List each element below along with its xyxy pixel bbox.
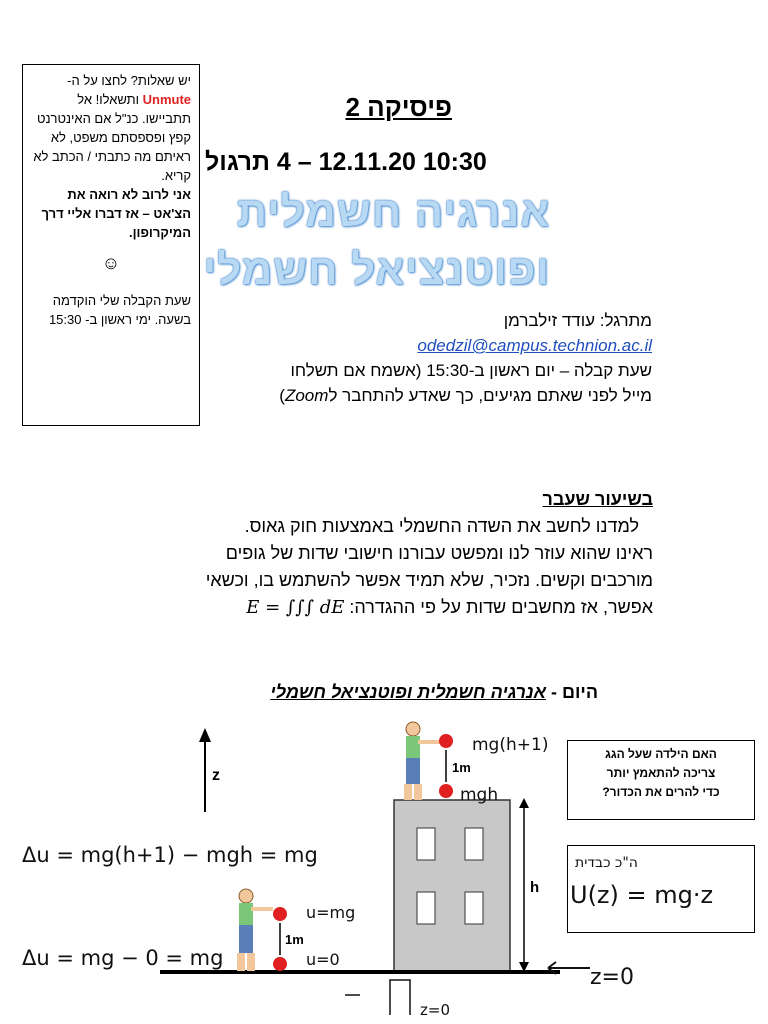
previous-line3: מורכבים וקשים. נזכיר, שלא תמיד אפשר להשתמש בו, וכשאי xyxy=(205,570,653,590)
previous-line2: ראינו שהוא עוזר לנו ומפשט עבורנו חישובי שדות של גופים xyxy=(225,543,653,563)
question-line1: האם הילדה שעל הגג xyxy=(605,747,717,761)
ta-name: מתרגל: עודד זילברמן xyxy=(503,311,652,330)
girl-on-ground xyxy=(237,889,273,971)
notice-bold: אני לרוב לא רואה את הצ'אט – אז דברו אליי דרך המיקרופון. xyxy=(41,187,191,240)
height-arrow-top xyxy=(519,798,529,808)
one-m-bottom-label: 1m xyxy=(285,932,304,947)
physics-diagram xyxy=(0,720,768,1024)
building-window xyxy=(417,892,435,924)
today-prefix: היום - xyxy=(551,682,598,702)
ball-ground-raised xyxy=(273,907,287,921)
question-line2: צריכה להתאמץ יותר xyxy=(606,766,716,780)
today-topic: אנרגיה חשמלית ופוטנציאל חשמלי xyxy=(270,682,546,702)
z-arrowhead xyxy=(199,728,211,742)
ball-top-raised xyxy=(439,734,453,748)
z-zero-label: z=0 xyxy=(590,965,634,990)
u-zero-label: u=0 xyxy=(306,950,340,969)
delta-u-roof: Δu = mg(h+1) − mgh = mg xyxy=(22,843,318,867)
hero-title-line1: אנרגיה חשמלית xyxy=(236,188,550,235)
course-info xyxy=(192,308,652,408)
notice-line2: ותשאלו! אל תתביישו. כנ"ל אם האינטרנט קפץ ופספסתם משפט, לא ראיתם מה כתבתי / הכתב לא קריא. xyxy=(33,92,191,183)
office-hours-line2: מייל לפני שאתם מגיעים, כך שאדע להתחבר לZoom) xyxy=(279,386,652,405)
mg-h1-label: mg(h+1) xyxy=(472,735,549,755)
zoom-label: Zoom xyxy=(284,386,329,405)
question-line3: כדי להרים את הכדור? xyxy=(602,785,720,799)
subtitle-text: 10:30 12.11.20 – 4 תרגול xyxy=(205,148,487,176)
page-title: פיסיקה 2 xyxy=(345,92,452,122)
page-subtitle xyxy=(205,148,487,177)
building-window xyxy=(465,892,483,924)
formula: E = ∫∫∫ dE xyxy=(246,597,345,618)
ball-ground xyxy=(273,957,287,971)
z-axis-label: z xyxy=(212,767,220,784)
h-label: h xyxy=(530,879,540,896)
building-window xyxy=(417,828,435,860)
office-hours-line1: שעת קבלה – יום ראשון ב-15:30 (אשמח אם תשלחו xyxy=(290,361,652,380)
previous-line4: אפשר, אז מחשבים שדות על פי ההגדרה: E = ∫∫∫ dE xyxy=(246,597,653,618)
uz-formula: U(z) = mg·z xyxy=(570,881,714,909)
unmute-label: Unmute xyxy=(142,92,191,107)
u-mg-label: u=mg xyxy=(306,903,356,922)
office-hours-note: שעת הקבלה שלי הוקדמה בשעה. ימי ראשון ב- 15:30 xyxy=(48,293,191,327)
previous-line1: למדנו לחשב את השדה החשמלי באמצעות חוק גאוס. xyxy=(244,516,639,536)
previous-lesson xyxy=(93,486,653,621)
smiley-icon: ☺ xyxy=(101,253,121,273)
ta-email-link[interactable]: odedzil@campus.technion.ac.il xyxy=(417,336,652,355)
building xyxy=(394,800,510,972)
building-window xyxy=(465,828,483,860)
notice-line1: יש שאלות? לחצו על ה- xyxy=(67,73,191,88)
ground-arrow xyxy=(390,980,410,1015)
delta-u-ground: Δu = mg − 0 = mg xyxy=(22,946,224,970)
uz-head: ה"כ כבדית xyxy=(575,855,638,871)
previous-heading: בשיעור שעבר xyxy=(542,489,653,509)
chat-notice-box xyxy=(22,64,200,426)
today-heading xyxy=(270,682,598,703)
one-m-top-label: 1m xyxy=(452,760,471,775)
ground-z0-note: z=0 xyxy=(420,1001,450,1019)
hero-title-line2: ופוטנציאל חשמלי xyxy=(203,246,550,293)
girl-on-roof xyxy=(404,722,440,800)
mgh-label: mgh xyxy=(460,785,499,805)
ball-top-roof xyxy=(439,784,453,798)
